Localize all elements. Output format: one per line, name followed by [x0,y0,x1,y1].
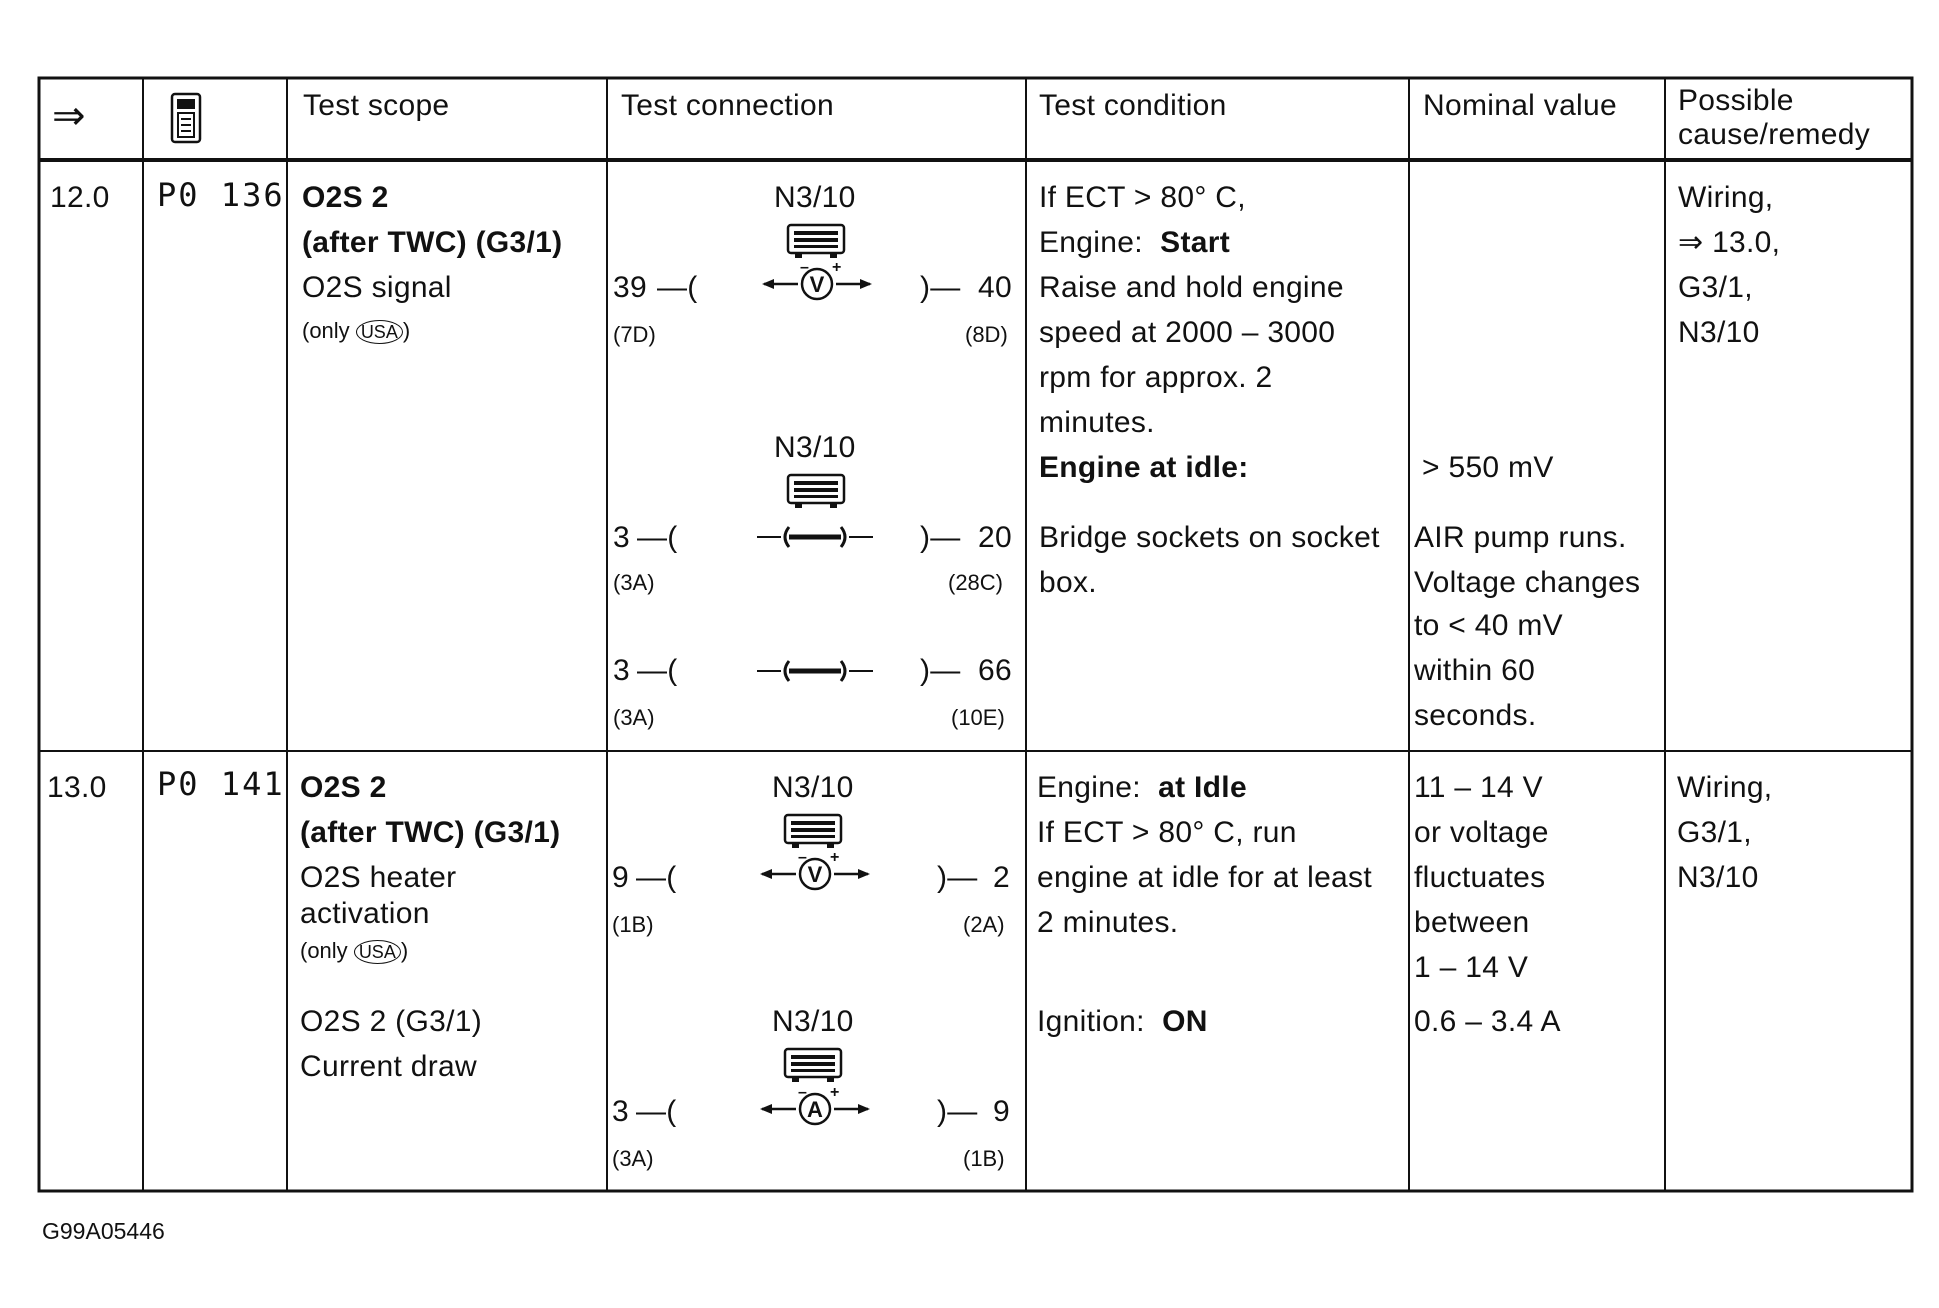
row13-scope-draw1: O2S 2 (G3/1) [300,1005,483,1038]
row12-cond-ect: If ECT > 80° C, [1039,181,1246,214]
meter-letter: V [809,272,825,297]
row12-conn2-right-plug: )— [920,521,961,554]
socket-box-icon [782,1046,844,1084]
row13-conn2-right-pin: 9 [993,1095,1010,1128]
row13-conn1-left-pin: 9 [612,861,629,894]
row12-remedy4: N3/10 [1678,316,1760,349]
row12-conn3-right-sub: (10E) [951,705,1005,730]
row13-scope-heater1: O2S heater [300,861,457,894]
row13-conn1-left-plug: —( [636,861,677,894]
row12-conn3-left-pin: 3 [613,654,630,687]
row12-conn1-right-plug: )— [920,271,961,304]
row13-step: 13.0 [47,771,107,804]
row13-dtc: P0 141 [157,765,285,803]
socket-box-icon [785,472,847,510]
row12-conn1-left-pin: 39 [613,271,647,304]
row13-conn1-unit: N3/10 [772,771,854,804]
row12-nominal-air4: within 60 [1414,654,1536,687]
socket-box-icon [785,222,847,260]
row13-nominal1: 11 – 14 V [1414,771,1543,804]
row13-conn2-left-plug: —( [636,1095,677,1128]
row12-only-close: ) [402,318,411,343]
row13-scope-only-usa [300,938,408,964]
row13-conn1-right-sub: (2A) [963,912,1005,937]
svg-text:–: – [800,262,809,276]
figure-id: G99A05446 [42,1218,165,1244]
row13-cond-engine-idle [1037,770,1247,806]
row12-nominal-air2: Voltage changes [1414,566,1641,599]
row13-cond-line2: If ECT > 80° C, run [1037,816,1297,849]
row12-conn3-right-plug: )— [920,654,961,687]
row12-cond-bridge1: Bridge sockets on socket [1039,521,1380,554]
svg-text:+: + [830,1087,840,1101]
svg-text:+: + [832,262,842,276]
row13-nominal6: 0.6 – 3.4 A [1414,1005,1561,1038]
row12-conn3-left-plug: —( [637,654,678,687]
row12-conn2-left-plug: —( [637,521,678,554]
row12-conn2-unit: N3/10 [774,431,856,464]
header-test-condition: Test condition [1039,89,1227,122]
row12-cond-line4: speed at 2000 – 3000 [1039,316,1336,349]
row12-conn1-right-sub: (8D) [965,322,1008,347]
row13-cond-line4: 2 minutes. [1037,906,1179,939]
bridge-cable-icon [755,656,875,686]
row13-nominal3: fluctuates [1414,861,1546,894]
voltmeter-icon [758,852,872,892]
row12-conn1-right-pin: 40 [978,271,1012,304]
row13-conn2-right-sub: (1B) [963,1146,1005,1171]
row12-conn1-left-sub: (7D) [613,322,656,347]
row13-scope-subtitle: (after TWC) (G3/1) [300,816,561,849]
meter-letter: V [807,862,823,887]
header-possible-cause-2: cause/remedy [1678,118,1871,151]
row13-scope-title: O2S 2 [300,771,387,804]
usa-emblem: USA [354,940,401,964]
ammeter-icon [758,1087,872,1127]
row12-nominal-idle: > 550 mV [1422,451,1554,484]
row13-cond-ign-label: Ignition: [1037,1005,1145,1038]
row12-cond-bridge2: box. [1039,566,1097,599]
svg-text:+: + [830,852,840,866]
row12-cond-engine-label: Engine: [1039,226,1143,259]
row13-conn2-left-sub: (3A) [612,1146,654,1171]
tester-device-icon [168,92,208,146]
row13-nominal4: between [1414,906,1530,939]
row12-scope-title: O2S 2 [302,181,389,214]
row12-cond-start: Start [1160,226,1230,259]
row13-cond-line3: engine at idle for at least [1037,861,1372,894]
row13-cond-on: ON [1162,1005,1208,1038]
header-possible-cause: Possible [1678,84,1794,117]
row12-step: 12.0 [50,181,110,214]
row12-scope-signal: O2S signal [302,271,452,304]
row13-conn2-left-pin: 3 [612,1095,629,1128]
row12-nominal-air1: AIR pump runs. [1414,521,1627,554]
voltmeter-icon [760,262,874,302]
row13-conn2-right-plug: )— [937,1095,978,1128]
row13-only-label: (only [300,938,348,963]
row13-conn1-right-pin: 2 [993,861,1010,894]
row12-nominal-air5: seconds. [1414,699,1537,732]
row13-cond-idle: at Idle [1158,771,1247,804]
header-nominal-value: Nominal value [1423,89,1617,122]
usa-emblem: USA [356,320,403,344]
row13-scope-heater2: activation [300,897,430,930]
row12-only-label: (only [302,318,350,343]
row12-conn1-left-plug: —( [657,271,698,304]
row12-nominal-air3: to < 40 mV [1414,609,1563,642]
row13-remedy2: G3/1, [1677,816,1752,849]
bridge-cable-icon [755,522,875,552]
row13-conn2-unit: N3/10 [772,1005,854,1038]
row12-conn3-right-pin: 66 [978,654,1012,687]
row12-remedy1: Wiring, [1678,181,1774,214]
row13-cond-engine-label: Engine: [1037,771,1141,804]
svg-text:–: – [798,852,807,866]
header-test-connection: Test connection [621,89,834,122]
row12-remedy2: ⇒ 13.0, [1678,226,1781,259]
row13-scope-draw2: Current draw [300,1050,477,1083]
row12-cond-line3: Raise and hold engine [1039,271,1344,304]
row13-conn1-left-sub: (1B) [612,912,654,937]
row12-scope-subtitle: (after TWC) (G3/1) [302,226,563,259]
row13-cond-ignition [1037,1004,1208,1040]
row12-cond-engine-start [1039,225,1230,261]
row12-cond-line5: rpm for approx. 2 [1039,361,1273,394]
row13-nominal2: or voltage [1414,816,1549,849]
meter-letter: A [807,1097,823,1122]
row12-dtc: P0 136 [157,176,285,214]
row12-conn2-left-pin: 3 [613,521,630,554]
row12-conn1-unit: N3/10 [774,181,856,214]
row12-scope-only-usa [302,318,410,344]
row13-nominal5: 1 – 14 V [1414,951,1529,984]
row12-conn2-right-pin: 20 [978,521,1012,554]
row12-remedy3: G3/1, [1678,271,1753,304]
header-test-scope: Test scope [303,89,450,122]
row13-conn1-right-plug: )— [937,861,978,894]
row12-cond-idle: Engine at idle: [1039,451,1249,484]
row12-conn2-left-sub: (3A) [613,570,655,595]
row12-cond-line6: minutes. [1039,406,1155,439]
row13-remedy3: N3/10 [1677,861,1759,894]
row12-conn3-left-sub: (3A) [613,705,655,730]
row12-conn2-right-sub: (28C) [948,570,1004,595]
socket-box-icon [782,812,844,850]
row13-only-close: ) [400,938,409,963]
row13-remedy1: Wiring, [1677,771,1773,804]
header-arrow: ⇒ [52,94,86,138]
svg-text:–: – [798,1087,807,1101]
